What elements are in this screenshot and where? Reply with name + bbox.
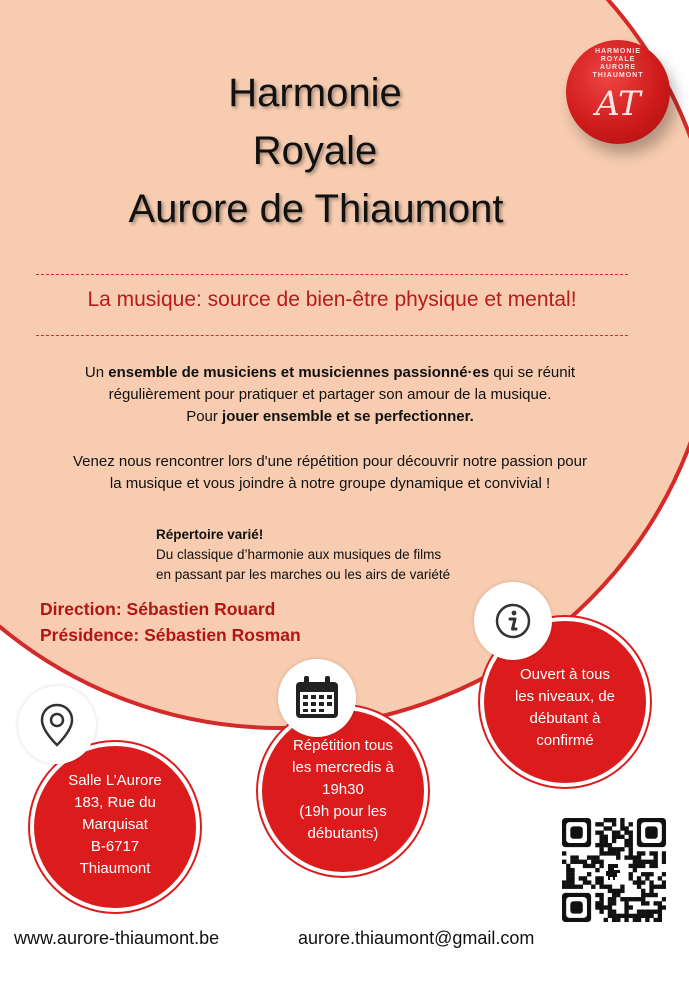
tagline: La musique: source de bien-être physique et mental! <box>87 288 577 311</box>
levels-text: confirmé <box>536 732 594 749</box>
title-line-1: Harmonie <box>228 71 402 115</box>
location-pin-icon <box>18 686 96 764</box>
rehearsal-text: (19h pour les <box>299 803 387 820</box>
intro-paragraph-2 <box>20 451 640 495</box>
address-text: Marquisat <box>82 816 148 833</box>
rehearsal-text: les mercredis à <box>292 759 394 776</box>
repertoire-block <box>156 525 450 585</box>
intro-text: Venez nous rencontrer lors d'une répétition pour découvrir notre passion pour <box>72 453 587 470</box>
divider-bottom <box>36 335 628 336</box>
title-line-3: Aurore de Thiaumont <box>128 187 504 231</box>
logo-text-3: AURORE <box>599 64 637 71</box>
address-circle <box>30 742 200 912</box>
address-text: 183, Rue du <box>74 794 156 811</box>
repertoire-line: Du classique d’harmonie aux musiques de films <box>156 547 442 562</box>
rehearsal-text: 19h30 <box>322 781 364 798</box>
logo <box>566 40 670 144</box>
direction-label: Direction: Sébastien Rouard <box>40 599 276 619</box>
intro-bold-text: ensemble de musiciens et musiciennes passionné·es <box>108 364 490 381</box>
website-link[interactable]: www.aurore-thiaumont.be <box>14 928 220 948</box>
address-text: Thiaumont <box>79 860 151 877</box>
title-line-2: Royale <box>252 129 378 173</box>
levels-text: Ouvert à tous <box>519 666 611 683</box>
rehearsal-circle <box>258 706 428 876</box>
logo-monogram: AT <box>595 84 641 124</box>
repertoire-line: en passant par les marches ou les airs de variété <box>156 567 451 582</box>
info-icon <box>474 582 552 660</box>
qr-code[interactable] <box>562 818 666 922</box>
calendar-icon <box>278 659 356 737</box>
rehearsal-text: Répétition tous <box>292 737 394 754</box>
address-text: B-6717 <box>90 838 140 855</box>
logo-text-4: THIAUMONT <box>592 72 644 79</box>
intro-text: qui se réunit <box>489 364 576 381</box>
intro-text: régulièrement pour pratiquer et partager son amour de la musique. <box>108 386 552 403</box>
email-link[interactable]: aurore.thiaumont@gmail.com <box>298 928 535 948</box>
repertoire-heading: Répertoire varié! <box>156 527 264 542</box>
intro-text: la musique et vous joindre à notre groupe dynamique et convivial ! <box>109 475 551 492</box>
logo-text-1: HARMONIE <box>594 48 642 55</box>
intro-paragraph-1 <box>20 362 640 428</box>
intro-text: Un <box>84 364 109 381</box>
levels-text: les niveaux, de <box>514 688 616 705</box>
intro-text: Pour <box>186 408 223 425</box>
presidence-label: Présidence: Sébastien Rosman <box>40 625 301 645</box>
divider-top <box>36 274 628 275</box>
levels-text: débutant à <box>529 710 601 727</box>
rehearsal-text: débutants) <box>307 825 379 842</box>
address-text: Salle L’Aurore <box>68 772 162 789</box>
intro-bold-text: jouer ensemble et se perfectionner. <box>222 408 474 425</box>
logo-text-2: ROYALE <box>600 56 636 63</box>
